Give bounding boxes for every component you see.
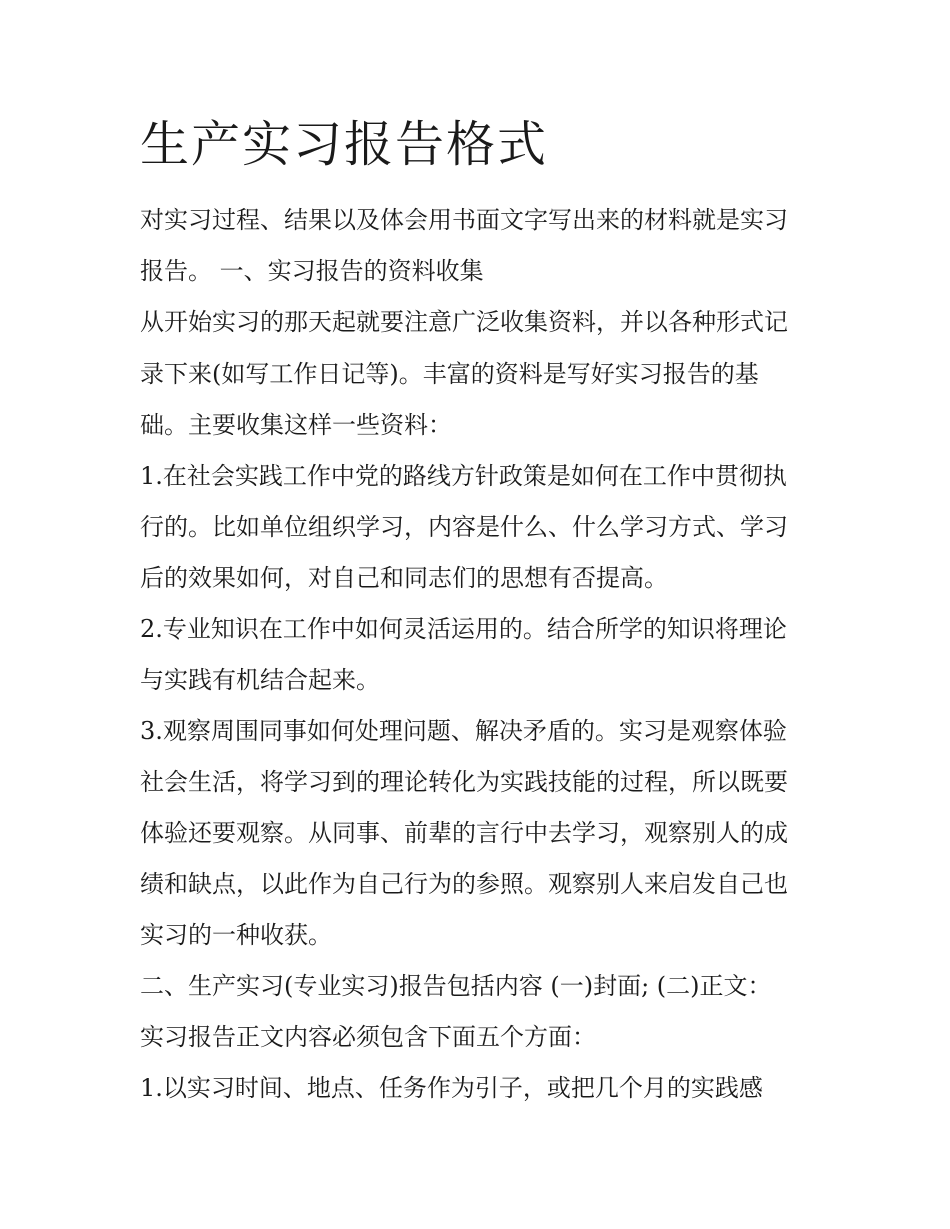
document-title: 生产实习报告格式	[140, 116, 549, 173]
body-line: 实习的一种收获。	[140, 921, 332, 949]
body-line: 录下来(如写工作日记等)。丰富的资料是写好实习报告的基	[140, 360, 759, 388]
body-line: 础。主要收集这样一些资料：	[140, 411, 452, 439]
body-line: 对实习过程、结果以及体会用书面文字写出来的材料就是实习	[140, 206, 788, 234]
body-line: 报告。 一、实习报告的资料收集	[140, 257, 484, 285]
body-line: 实习报告正文内容必须包含下面五个方面：	[140, 1023, 596, 1051]
body-line: 3.观察周围同事如何处理问题、解决矛盾的。实习是观察体验	[140, 717, 787, 745]
body-line: 1.以实习时间、地点、任务作为引子，或把几个月的实践感	[140, 1074, 763, 1102]
body-line: 二、生产实习(专业实习)报告包括内容 (一)封面; (二)正文：	[140, 972, 772, 1000]
body-line: 2.专业知识在工作中如何灵活运用的。结合所学的知识将理论	[140, 615, 787, 643]
body-line: 社会生活，将学习到的理论转化为实践技能的过程，所以既要	[140, 768, 788, 796]
body-line: 1.在社会实践工作中党的路线方针政策是如何在工作中贯彻执	[140, 462, 787, 490]
body-line: 体验还要观察。从同事、前辈的言行中去学习，观察别人的成	[140, 819, 788, 847]
body-line: 从开始实习的那天起就要注意广泛收集资料，并以各种形式记	[140, 308, 788, 336]
body-line: 与实践有机结合起来。	[140, 666, 380, 694]
body-line: 绩和缺点，以此作为自己行为的参照。观察别人来启发自己也	[140, 870, 788, 898]
body-line: 后的效果如何，对自己和同志们的思想有否提高。	[140, 564, 668, 592]
body-line: 行的。比如单位组织学习，内容是什么、什么学习方式、学习	[140, 513, 788, 541]
